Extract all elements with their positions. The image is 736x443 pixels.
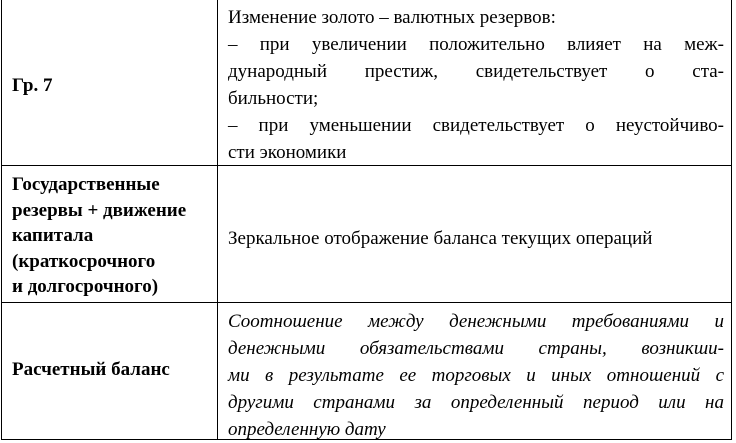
row-2-label-line: Государственные bbox=[12, 174, 160, 195]
row-1-content-line: – при увеличении положительно влияет на меж- bbox=[228, 34, 724, 55]
row-1-content-line: – при уменьшении свидетельствует о неустойчиво- bbox=[228, 115, 724, 136]
row-2-label-line: и долгосрочного) bbox=[12, 276, 159, 297]
row-1-content-line: бильности; bbox=[228, 88, 319, 109]
row-3-content-line: Соотношение между денежными требованиями и bbox=[228, 311, 724, 332]
row-2-label-line: резервы + движение bbox=[12, 199, 187, 221]
row-2-label-line: капитала bbox=[12, 225, 94, 246]
row-1-label-line: Гр. 7 bbox=[12, 75, 53, 96]
row-3-content-line: другими странами за определенный период или на bbox=[228, 392, 724, 413]
row-divider-2 bbox=[2, 302, 731, 303]
row-1-content-line: сти экономики bbox=[228, 142, 347, 163]
row-3-label-line: Расчетный баланс bbox=[12, 359, 170, 380]
definitions-table bbox=[1, 0, 732, 440]
row-3-content-line: ми в результате ее торговых и иных отношений с bbox=[228, 365, 724, 386]
row-1-content-line: Изменение золото – валютных резервов: bbox=[228, 7, 556, 28]
row-3-content-line: денежными обязательствами страны, возникши- bbox=[228, 338, 724, 359]
column-divider bbox=[217, 0, 218, 439]
row-1-content-line: дународный престиж, свидетельствует о ста- bbox=[228, 61, 724, 82]
row-3-content-line: определенную дату bbox=[228, 419, 386, 440]
row-1-label bbox=[12, 73, 212, 99]
row-2-label bbox=[12, 172, 212, 300]
row-2-content-line: Зеркальное отображение баланса текущих операций bbox=[228, 228, 653, 249]
row-2-label-line: (краткосрочного bbox=[12, 250, 156, 272]
row-1-content bbox=[228, 4, 724, 166]
row-3-label bbox=[12, 357, 212, 383]
row-2-content bbox=[228, 225, 724, 252]
row-3-content bbox=[228, 308, 724, 443]
